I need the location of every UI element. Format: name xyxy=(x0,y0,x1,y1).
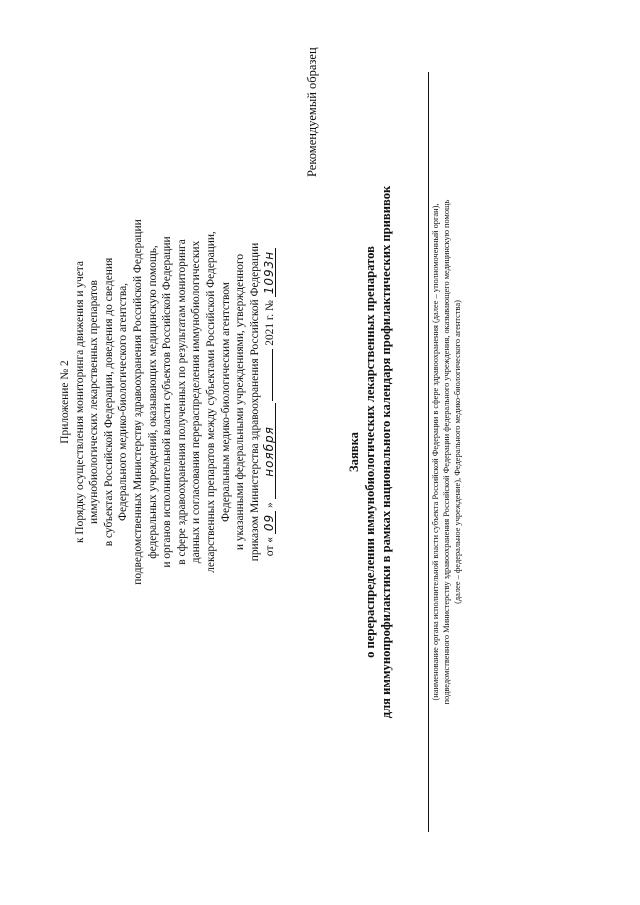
org-note-line: подведомственного Министерству здравоохранения Российской Федерации федерального учреждения, оказывающего медицинскую помощь xyxy=(442,199,451,705)
appendix-line: лекарственных препаратов между субъектами Российской Федерации, xyxy=(204,231,217,573)
appendix-line: данных и согласования перераспределения иммунобиологических xyxy=(190,240,203,564)
order-date-line xyxy=(262,107,278,697)
date-year: 2021 г. № xyxy=(264,300,277,346)
appendix-header xyxy=(58,107,278,697)
org-note-line: (далее – федеральное учреждение), Федерального медико-биологического агентства) xyxy=(453,300,462,604)
appendix-line: подведомственных Министерству здравоохранения Российской Федерации xyxy=(131,219,144,585)
organization-note xyxy=(430,72,463,832)
appendix-line: к Порядку осуществления мониторинга движения и учета xyxy=(73,261,86,543)
date-month-handwritten: ноября xyxy=(263,403,276,499)
appendix-line: федеральных учреждений, оказывающих медицинскую помощь, xyxy=(146,245,159,559)
appendix-line: приказом Министерства здравоохранения Российской Федерации xyxy=(248,242,261,562)
title-line: Заявка xyxy=(347,432,361,472)
document-title xyxy=(346,67,394,837)
appendix-line: Федеральным медико-биологическим агентством xyxy=(219,282,232,522)
org-note-line: (наименование органа исполнительной власти субъекта Российской Федерации в сфере здравоохранения (далее – уполномоченный орган), xyxy=(431,203,440,701)
recommended-sample-label: Рекомендуемый образец xyxy=(305,47,319,177)
date-blank-line xyxy=(262,349,273,401)
title-line: для иммунопрофилактики в рамках национального календаря профилактических прививок xyxy=(379,185,393,719)
appendix-line: и указанными федеральными учреждениями, утвержденного xyxy=(234,253,247,551)
rotated-content xyxy=(20,27,620,877)
title-line: о перераспределении иммунобиологических лекарственных препаратов xyxy=(363,246,377,658)
organization-fill-line xyxy=(428,72,429,832)
date-sep: » xyxy=(264,502,277,509)
appendix-line: в субъектах Российской Федерации, доведения до сведения xyxy=(102,257,115,547)
date-day-handwritten: 09 xyxy=(263,511,276,534)
order-number-handwritten: 1093н xyxy=(263,248,276,297)
appendix-line: иммунобиологических лекарственных препаратов xyxy=(88,280,101,524)
appendix-line: и органов исполнительной власти субъектов Российской Федерации xyxy=(161,236,174,568)
appendix-line: в сфере здравоохранения полученных по результатам мониторинга xyxy=(175,239,188,565)
appendix-line: Федерального медико-биологического агентства, xyxy=(117,283,130,521)
date-prefix: от « xyxy=(264,537,277,557)
appendix-line: Приложение № 2 xyxy=(59,360,71,444)
